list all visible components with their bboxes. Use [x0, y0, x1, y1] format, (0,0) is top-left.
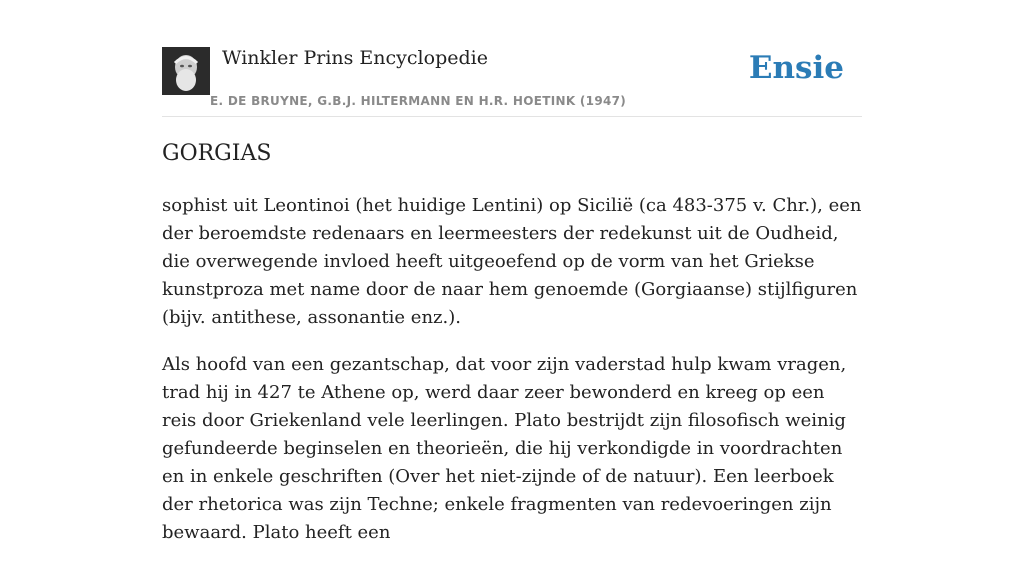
author-portrait-icon — [162, 47, 210, 95]
page-header — [162, 44, 862, 117]
book-title[interactable]: Winkler Prins Encyclopedie — [222, 47, 488, 69]
entry-paragraph: Als hoofd van een gezantschap, dat voor zijn vaderstad hulp kwam vragen, trad hij in 427 te Athene op, werd daar zeer bewonderd en kreeg op een reis door Griekenland vele leerlingen. Plato bestrijdt zijn filosofisch weinig gefundeerde beginselen en theorieën, die hij verkondigde in voordrachten en in enkele geschriften (Over het niet-zijnde of de natuur). Een leerboek der rhetorica was zijn Techne; enkele fragmenten van redevoeringen zijn bewaard. Plato heeft een — [162, 354, 847, 543]
ensie-logo-link[interactable]: Ensie — [748, 50, 844, 86]
entry-title: GORGIAS — [162, 141, 272, 166]
entry-content — [162, 192, 862, 566]
book-authors: E. DE BRUYNE, G.B.J. HILTERMANN EN H.R. HOETINK (1947) — [210, 94, 627, 108]
entry-paragraph: sophist uit Leontinoi (het huidige Lentini) op Sicilië (ca 483-375 v. Chr.), een der beroemdste redenaars en leermeesters der redekunst uit de Oudheid, die overwegende invloed heeft uitgeoefend op de vorm van het Griekse kunstproza met name door de naar hem genoemde (Gorgiaanse) stijlfiguren (bijv. antithese, assonantie enz.). — [162, 195, 862, 328]
